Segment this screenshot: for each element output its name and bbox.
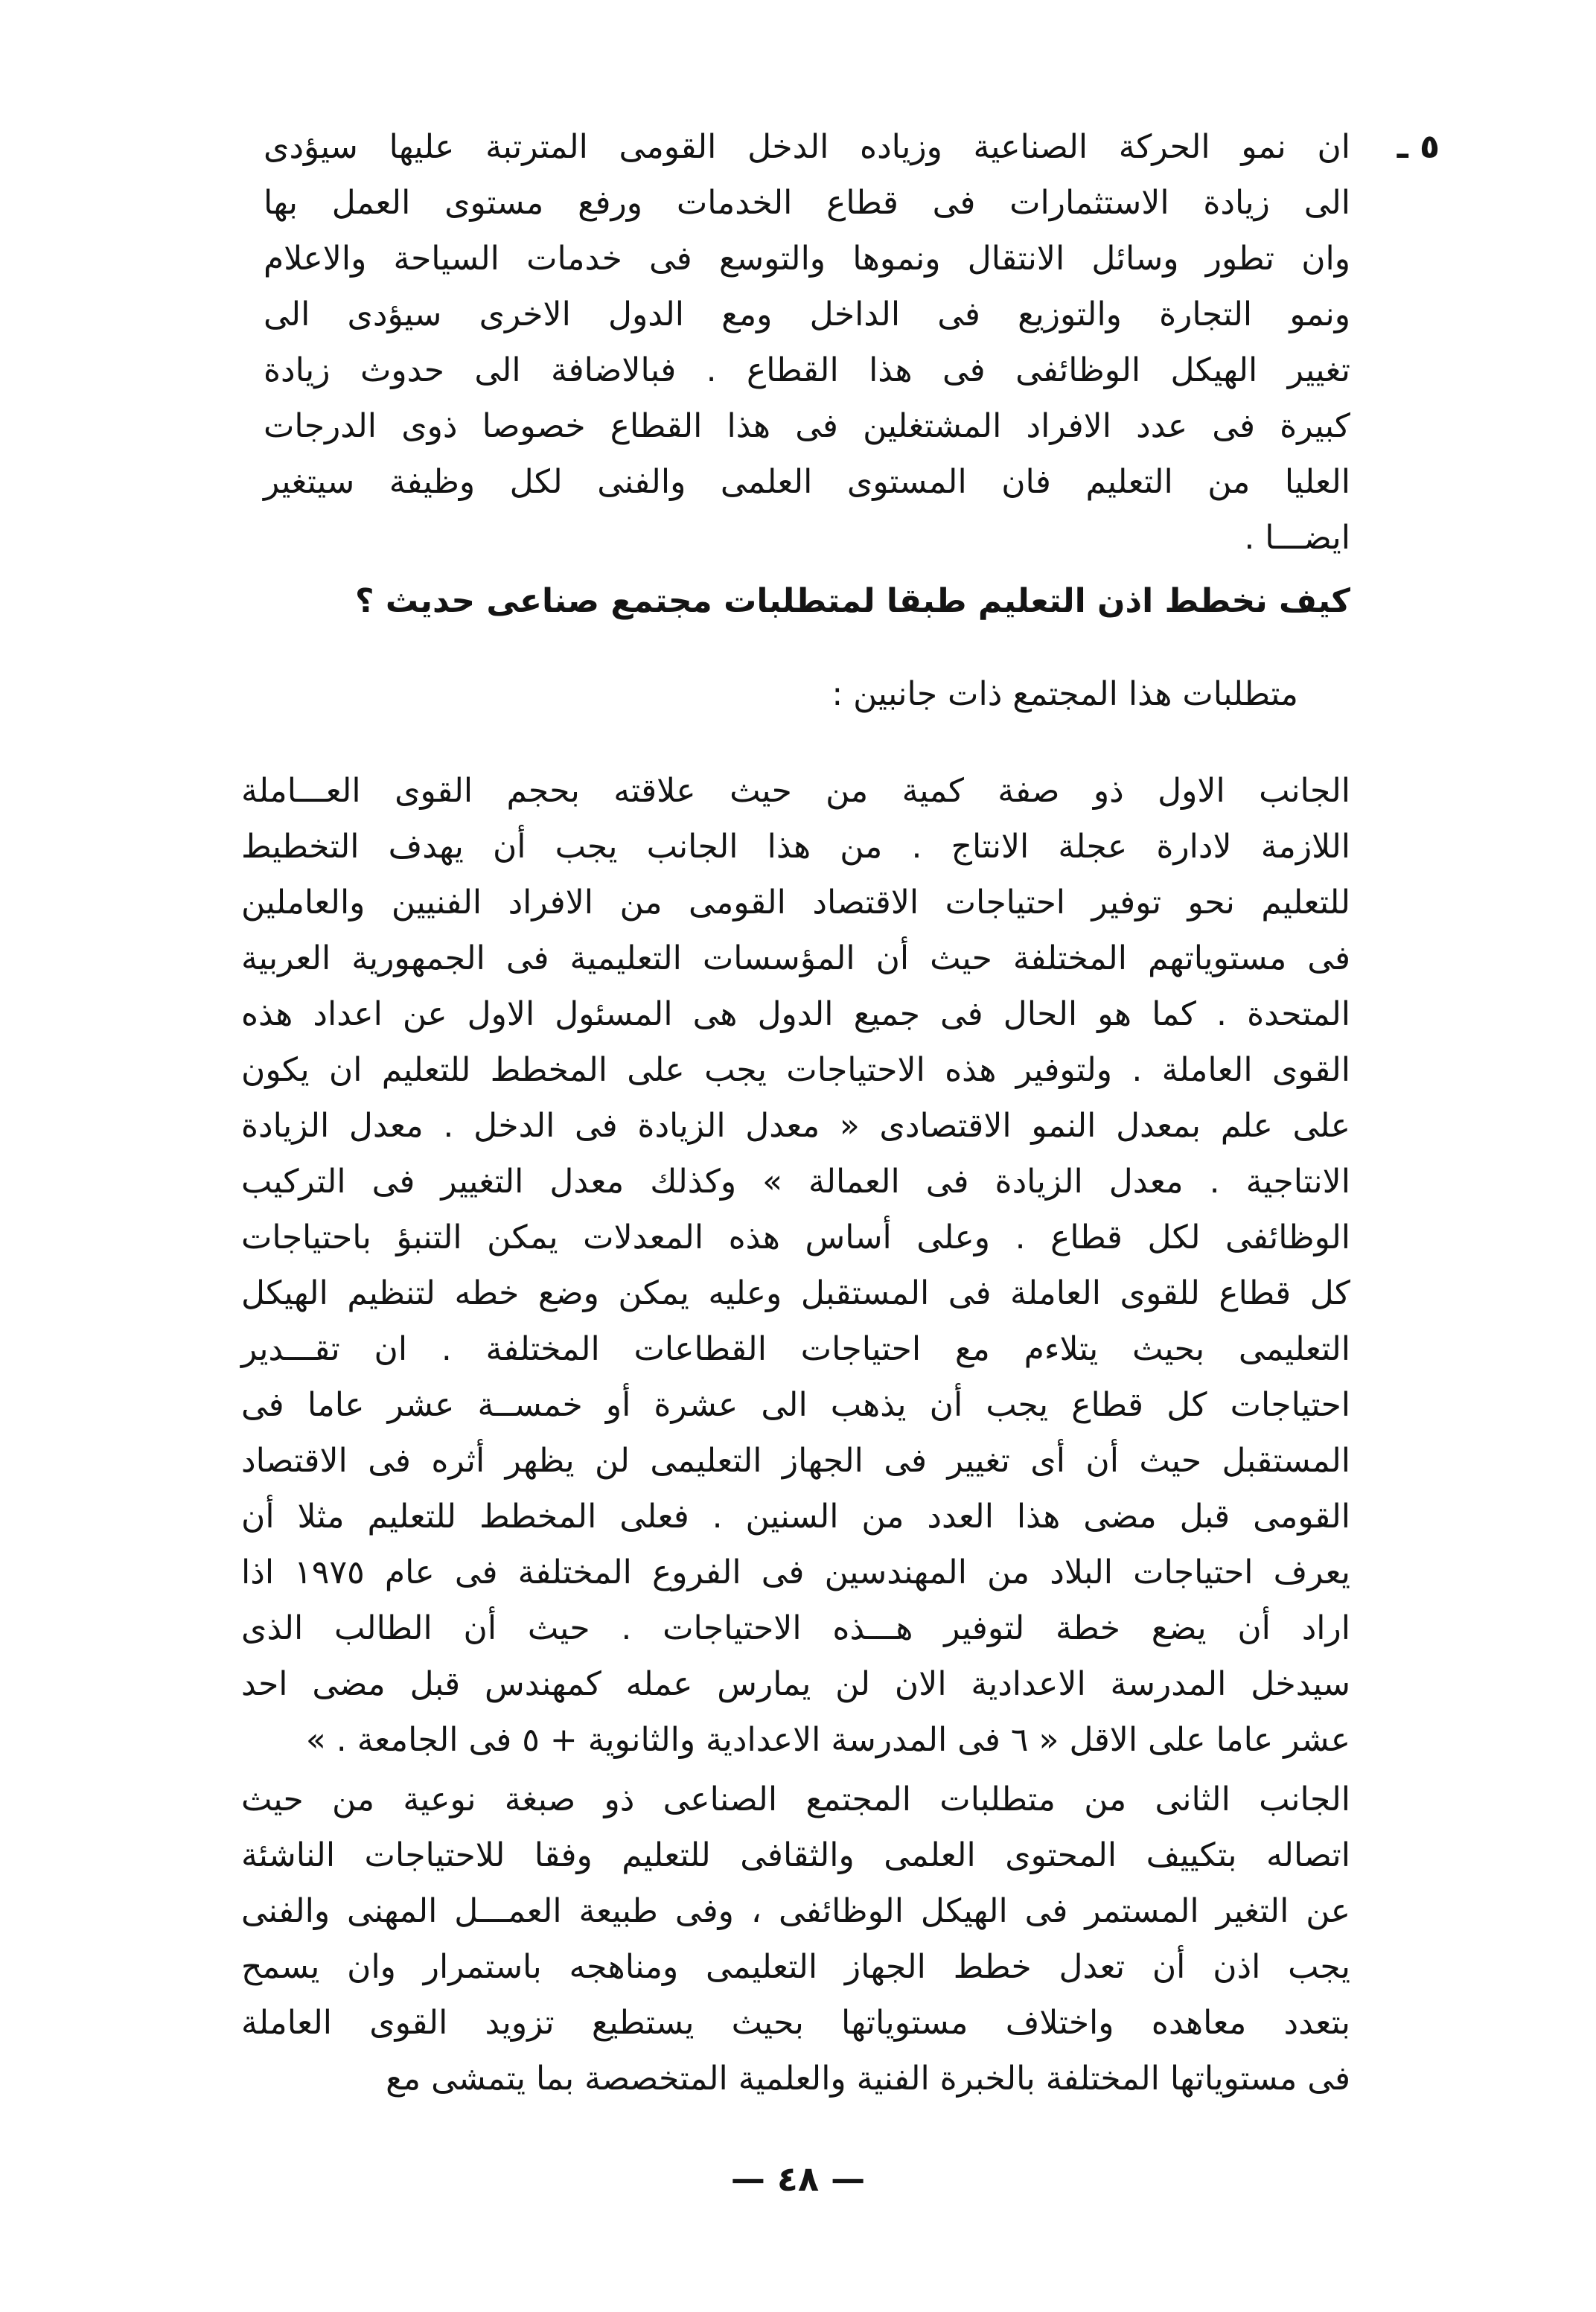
text-line: يعرف احتياجات البلاد من المهندسين فى الفروع المختلفة فى عام ١٩٧٥ اذا [241,1553,1351,1591]
paragraph-second-aspect [241,1772,1350,2107]
page-number: — ٤٨ — [730,2159,866,2199]
text-line: احتياجات كل قطاع يجب أن يذهب الى عشرة أو خمســة عشر عاما فى [241,1386,1350,1424]
text-line: ايضـــا . [1244,519,1350,557]
text-line: على علم بمعدل النمو الاقتصادى « معدل الزيادة فى الدخل . معدل الزيادة [241,1107,1350,1145]
text-line: المتحدة . كما هو الحال فى جميع الدول هى المسئول الاول عن اعداد هذه [241,995,1350,1033]
text-line: سيدخل المدرسة الاعدادية الان لن يمارس عمله كمهندس قبل مضى احد [241,1665,1350,1703]
section-heading: كيف نخطط اذن التعليم طبقا لمتطلبات مجتمع صناعى حديث ؟ [355,582,1350,620]
text-line: الى زيادة الاستثمارات فى قطاع الخدمات ورفع مستوى العمل بها [264,184,1350,222]
text-line: القوى العاملة . ولتوفير هذه الاحتياجات يجب على المخطط للتعليم ان يكون [241,1051,1350,1089]
text-line: عن التغير المستمر فى الهيكل الوظائفى ، وفى طبيعة العمـــل المهنى والفنى [241,1892,1350,1930]
text-line: اتصاله بتكييف المحتوى العلمى والثقافى للتعليم وفقا للاحتياجات الناشئة [241,1836,1350,1874]
item-number: ٥ ـ [1396,128,1440,166]
text-line: الوظائفى لكل قطاع . وعلى أساس هذه المعدلات يمكن التنبؤ باحتياجات [241,1219,1350,1256]
text-line: كل قطاع للقوى العاملة فى المستقبل وعليه يمكن وضع خطه لتنظيم الهيكل [241,1274,1350,1312]
text-line: اراد أن يضع خطة لتوفير هـــذه الاحتياجات . حيث أن الطالب الذى [241,1609,1350,1647]
text-line: اللازمة لادارة عجلة الانتاج . من هذا الجانب يجب أن يهدف التخطيط [241,828,1350,866]
text-line: عشر عاما على الاقل « ٦ فى المدرسة الاعدادية والثانوية + ٥ فى الجامعة . » [305,1721,1350,1759]
text-line: ان نمو الحركة الصناعية وزياده الدخل القومى المترتبة عليها سيؤدى [264,128,1350,166]
text-line: الجانب الثانى من متطلبات المجتمع الصناعى ذو صبغة نوعية من حيث [241,1781,1350,1818]
text-line: التعليمى بحيث يتلاءم مع احتياجات القطاعات المختلفة . ان تقـــدير [241,1330,1350,1368]
text-line: العليا من التعليم فان المستوى العلمى والفنى لكل وظيفة سيتغير [264,463,1350,501]
paragraph-first-aspect [241,763,1350,1768]
text-line: يجب اذن أن تعدل خطط الجهاز التعليمى ومناهجه باستمرار وان يسمح [241,1948,1350,1986]
text-line: للتعليم نحو توفير احتياجات الاقتصاد القومى من الافراد الفنيين والعاملين [241,884,1350,922]
text-line: فى مستوياتهم المختلفة حيث أن المؤسسات التعليمية فى الجمهورية العربية [241,939,1350,977]
text-line: كبيرة فى عدد الافراد المشتغلين فى هذا القطاع خصوصا ذوى الدرجات [264,407,1350,445]
text-line: القومى قبل مضى هذا العدد من السنين . فعلى المخطط للتعليم مثلا أن [241,1498,1350,1536]
text-line: ونمو التجارة والتوزيع فى الداخل ومع الدول الاخرى سيؤدى الى [264,296,1350,333]
section-subheading: متطلبات هذا المجتمع ذات جانبين : [831,675,1298,713]
paragraph-item-5 [264,119,1440,566]
text-line: الجانب الاول ذو صفة كمية من حيث علاقته بحجم القوى العـــاملة [241,772,1350,810]
text-line: المستقبل حيث أن أى تغيير فى الجهاز التعليمى لن يظهر أثره فى الاقتصاد [241,1442,1350,1480]
text-line: تغيير الهيكل الوظائفى فى هذا القطاع . فبالاضافة الى حدوث زيادة [264,351,1350,389]
text-line: فى مستوياتها المختلفة بالخبرة الفنية والعلمية المتخصصة بما يتمشى مع [386,2060,1350,2098]
text-line: بتعدد معاهده واختلاف مستوياتها بحيث يستطيع تزويد القوى العاملة [241,2004,1350,2042]
text-line: وان تطور وسائل الانتقال ونموها والتوسع فى خدمات السياحة والاعلام [264,240,1350,278]
text-line: الانتاجية . معدل الزيادة فى العمالة » وكذلك معدل التغيير فى التركيب [241,1163,1350,1201]
